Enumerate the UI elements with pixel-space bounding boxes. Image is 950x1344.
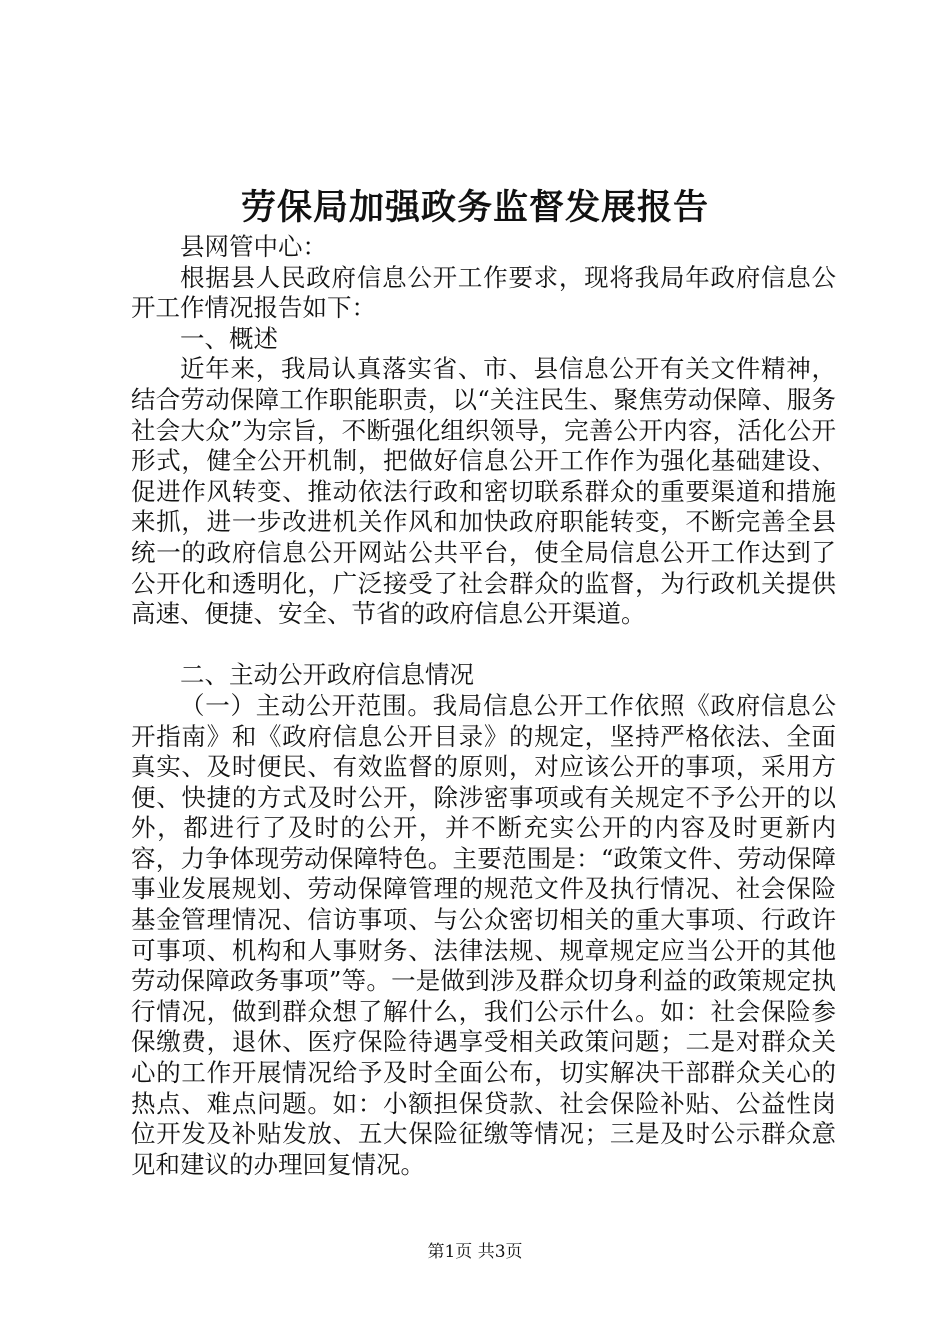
document-title: 劳保局加强政务监督发展报告: [240, 187, 709, 228]
section-heading-disclosure: 二、主动公开政府信息情况: [180, 660, 474, 690]
overview-paragraph: 近年来，我局认真落实省、市、县信息公开有关文件精神，结合劳动保障工作职能职责，以“关注民生、聚焦劳动保障、服务社会大众”为宗旨，不断强化组织领导，完善公开内容，活化公开形式，健全公开机制，把做好信息公开工作作为强化基础建设、促进作风转变、推动依法行政和密切联系群众的重要渠道和措施来抓，进一步改进机关作风和加快政府职能转变，不断完善全县统一的政府信息公开网站公共平台，使全局信息公开工作达到了公开化和透明化，广泛接受了社会群众的监督，为行政机关提供高速、便捷、安全、节省的政府信息公开渠道。: [131, 354, 836, 629]
intro-paragraph: 根据县人民政府信息公开工作要求，现将我局年政府信息公开工作情况报告如下：: [131, 262, 836, 323]
salutation-paragraph: 县网管中心：: [180, 232, 327, 261]
page-number-footer: 第1页 共3页: [427, 1242, 523, 1262]
section-heading-overview: 一、概述: [180, 323, 278, 353]
disclosure-scope-paragraph: （一）主动公开范围。我局信息公开工作依照《政府信息公开指南》和《政府信息公开目录》的规定，坚持严格依法、全面真实、及时便民、有效监督的原则，对应该公开的事项，采用方便、快捷的方式及时公开，除涉密事项或有关规定不予公开的以外，都进行了及时的公开，并不断充实公开的内容及时更新内容，力争体现劳动保障特色。主要范围是：“政策文件、劳动保障事业发展规划、劳动保障管理的规范文件及执行情况、社会保险基金管理情况、信访事项、与公众密切相关的重大事项、行政许可事项、机构和人事财务、法律法规、规章规定应当公开的其他劳动保障政务事项”等。一是做到涉及群众切身利益的政策规定执行情况，做到群众想了解什么，我们公示什么。如：社会保险参保缴费，退休、医疗保险待遇享受相关政策问题；二是对群众关心的工作开展情况给予及时全面公布，切实解决干部群众关心的热点、难点问题。如：小额担保贷款、社会保险补贴、公益性岗位开发及补贴发放、五大保险征缴等情况；三是及时公示群众意见和建议的办理回复情况。: [131, 690, 836, 1179]
document-body: [131, 232, 836, 1180]
